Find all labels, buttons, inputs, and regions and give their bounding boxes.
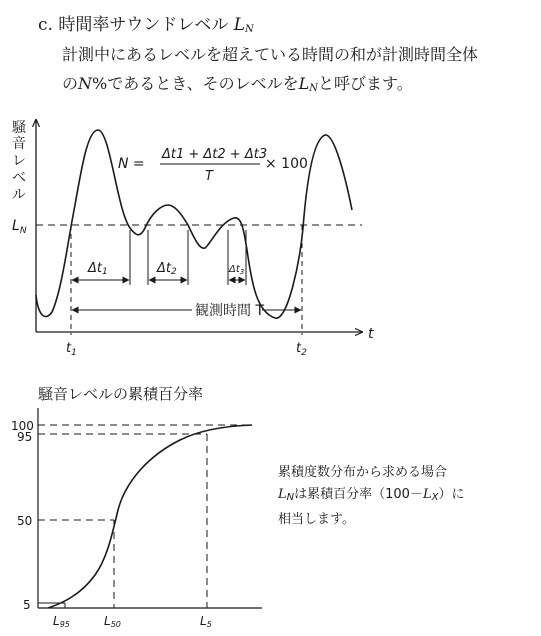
y-axis-label-char-5: ル bbox=[12, 187, 26, 203]
formula-denominator: T bbox=[205, 169, 213, 184]
cumulative-curve bbox=[48, 425, 252, 608]
note-line-3: 相当します。 bbox=[278, 512, 355, 527]
formula bbox=[118, 147, 308, 184]
tick-95: 95 bbox=[17, 430, 33, 444]
description-line-1: 計測中にあるレベルを超えている時間の和が計測時間全体 bbox=[62, 45, 479, 64]
heading-text: c. 時間率サウンドレベル bbox=[38, 15, 234, 35]
desc-level-symbol: L bbox=[298, 74, 310, 93]
note-x-symbol: L bbox=[422, 487, 432, 502]
y-axis-label-char-4: ベ bbox=[12, 170, 26, 186]
desc-text-b: %であるとき、そのレベルを bbox=[92, 74, 299, 93]
y-axis-label-char-1: 騒 bbox=[12, 120, 26, 136]
note-level-symbol: L bbox=[278, 487, 287, 502]
note-line-1: 累積度数分布から求める場合 bbox=[278, 465, 448, 480]
cumulative-note bbox=[278, 462, 464, 531]
tick-50: 50 bbox=[17, 514, 33, 528]
desc-n-symbol: N bbox=[78, 74, 93, 93]
heading-symbol-subscript: N bbox=[245, 24, 254, 35]
note-x-subscript: X bbox=[431, 492, 439, 503]
formula-multiplier: × 100 bbox=[265, 156, 308, 172]
heading-symbol: L bbox=[233, 15, 246, 35]
l95-label: L95 bbox=[53, 614, 70, 629]
cumulative-title: 騒音レベルの累積百分率 bbox=[38, 385, 204, 403]
note-level-subscript: N bbox=[286, 492, 295, 503]
y-axis-label-char-2: 音 bbox=[12, 136, 26, 152]
l50-label: L50 bbox=[104, 614, 121, 629]
note-text: は累積百分率（100－ bbox=[294, 487, 423, 502]
t2-label: $t_2$ bbox=[296, 341, 307, 358]
formula-numerator: Δt1 + Δt2 + Δt3 bbox=[162, 147, 268, 162]
desc-level-subscript: N bbox=[309, 83, 318, 94]
l5-label: L5 bbox=[200, 614, 212, 629]
note-text-end: ）に bbox=[438, 487, 465, 502]
desc-text-a: の bbox=[62, 74, 79, 93]
interval-1-label: Δt1 bbox=[88, 261, 108, 277]
y-axis-label-char-3: レ bbox=[12, 153, 26, 169]
measurement-period-label: 観測時間 T bbox=[195, 303, 265, 319]
interval-2-label: Δt2 bbox=[157, 261, 177, 277]
interval-3-label: $\Delta t_3$ bbox=[229, 264, 245, 276]
tick-5: 5 bbox=[23, 598, 31, 612]
x-axis-label: t bbox=[368, 326, 374, 342]
tick-100: 100 bbox=[11, 419, 34, 433]
desc-text-c: と呼びます。 bbox=[317, 74, 413, 93]
note-line-2 bbox=[278, 484, 464, 509]
level-label: $L_N$ bbox=[12, 218, 27, 236]
t1-label: $t_1$ bbox=[66, 341, 77, 358]
formula-lhs: N = bbox=[118, 156, 145, 172]
